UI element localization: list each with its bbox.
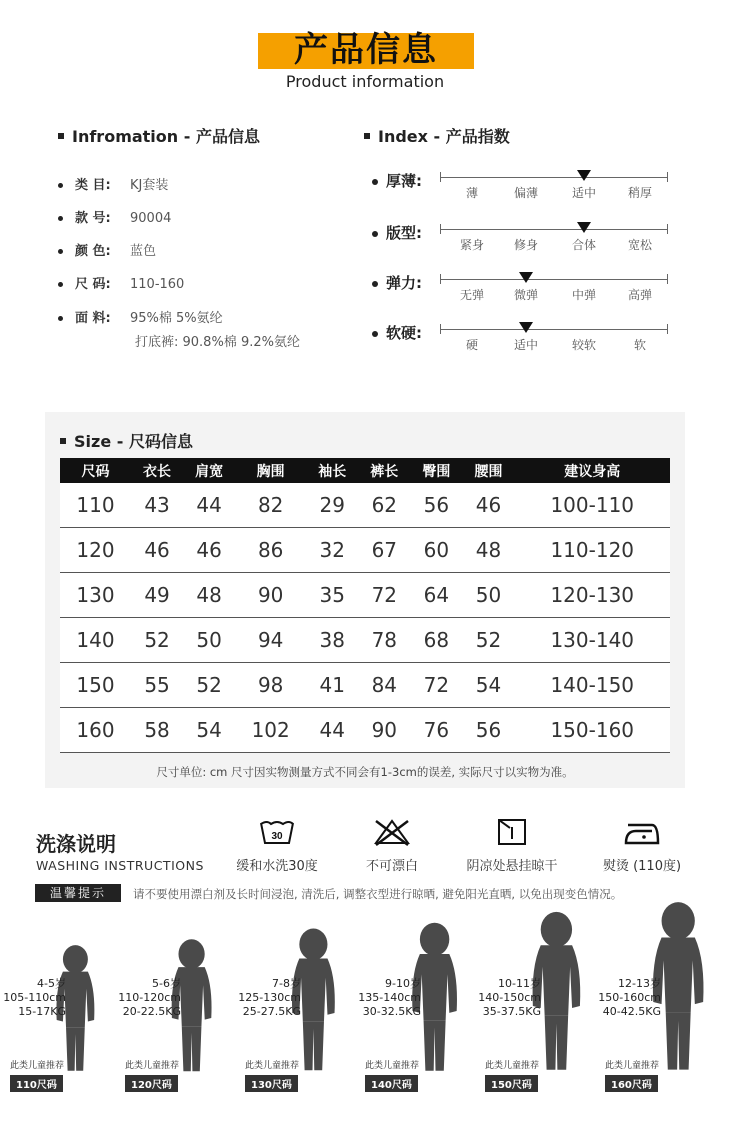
- iron-icon: [622, 817, 662, 847]
- table-cell: 86: [235, 528, 306, 573]
- kid-age: 9-10岁: [385, 977, 421, 990]
- table-cell: 84: [358, 663, 410, 708]
- bullet-icon: [58, 282, 63, 287]
- info-value: 90004: [130, 211, 172, 226]
- kid-size-badge: 130尺码: [245, 1075, 298, 1092]
- table-cell: 100-110: [515, 483, 671, 528]
- table-cell: 78: [358, 618, 410, 663]
- info-label: 尺 码:: [75, 277, 111, 292]
- index-scale-line: [440, 279, 668, 280]
- table-cell: 120: [60, 528, 131, 573]
- info-value: 95%棉 5%氨纶: [130, 311, 223, 326]
- scale-tick: [667, 172, 668, 182]
- kid-weight: 20-22.5KG: [122, 1005, 181, 1018]
- kid-age: 10-11岁: [498, 977, 541, 990]
- index-label: 版型:: [386, 224, 422, 242]
- index-option: 硬: [465, 338, 478, 352]
- size-table-header: [60, 458, 670, 483]
- table-cell: 46: [462, 483, 514, 528]
- table-cell: 48: [183, 573, 235, 618]
- table-cell: 90: [235, 573, 306, 618]
- table-cell: 32: [306, 528, 358, 573]
- table-row: [60, 618, 670, 663]
- size-heading: [60, 429, 193, 452]
- info-label: 款 号:: [75, 211, 111, 226]
- table-cell: 68: [410, 618, 462, 663]
- index-option: 中弹: [571, 288, 596, 302]
- table-row: [60, 483, 670, 528]
- bullet-icon: [372, 179, 378, 185]
- table-cell: 62: [358, 483, 410, 528]
- kid-height: 135-140cm: [358, 991, 421, 1004]
- scale-tick: [667, 274, 668, 284]
- table-row: [60, 708, 670, 753]
- table-cell: 29: [306, 483, 358, 528]
- kid-height: 150-160cm: [598, 991, 661, 1004]
- wash-label: 不可漂白: [365, 859, 418, 874]
- kid-height: 105-110cm: [3, 991, 66, 1004]
- kid-size-badge: 110尺码: [10, 1075, 63, 1092]
- table-cell: 55: [131, 663, 183, 708]
- kid-age: 12-13岁: [618, 977, 661, 990]
- wash-item-30: [232, 817, 322, 874]
- index-row: [370, 170, 670, 216]
- table-cell: 82: [235, 483, 306, 528]
- size-col-header: 袖长: [306, 458, 358, 483]
- info-value: KJ套装: [130, 178, 169, 193]
- index-marker-icon: [577, 170, 591, 181]
- table-cell: 54: [183, 708, 235, 753]
- kid-recommend-label: 此类儿童推荐: [125, 1061, 180, 1071]
- kid-recommend-label: 此类儿童推荐: [485, 1061, 540, 1071]
- table-row: [60, 528, 670, 573]
- index-marker-icon: [519, 322, 533, 333]
- kid-size-card: [115, 915, 240, 1095]
- square-bullet-icon: [364, 133, 370, 139]
- table-cell: 46: [131, 528, 183, 573]
- table-cell: 54: [462, 663, 514, 708]
- table-cell: 72: [358, 573, 410, 618]
- table-cell: 140: [60, 618, 131, 663]
- table-cell: 150: [60, 663, 131, 708]
- table-cell: 52: [462, 618, 514, 663]
- kid-weight: 25-27.5KG: [242, 1005, 301, 1018]
- index-row: [370, 222, 670, 268]
- index-scale-line: [440, 229, 668, 230]
- scale-tick: [440, 224, 441, 234]
- index-heading: [364, 124, 510, 147]
- kid-age: 4-5岁: [37, 977, 66, 990]
- index-option: 紧身: [459, 238, 484, 252]
- page-title: 产品信息: [294, 30, 438, 70]
- table-cell: 52: [131, 618, 183, 663]
- square-bullet-icon: [58, 133, 64, 139]
- hang-dry-shade-icon: [496, 817, 528, 847]
- info-label: 类 目:: [75, 178, 111, 193]
- info-label: 颜 色:: [75, 244, 111, 259]
- kid-height: 140-150cm: [478, 991, 541, 1004]
- kid-weight: 15-17KG: [18, 1005, 66, 1018]
- svg-text:30: 30: [271, 831, 283, 842]
- size-col-header: 尺码: [60, 458, 131, 483]
- table-cell: 50: [462, 573, 514, 618]
- table-cell: 130: [60, 573, 131, 618]
- info-row-color: [58, 240, 156, 259]
- kid-size-card: [355, 915, 480, 1095]
- table-cell: 35: [306, 573, 358, 618]
- table-cell: 60: [410, 528, 462, 573]
- table-cell: 50: [183, 618, 235, 663]
- scale-tick: [667, 324, 668, 334]
- size-col-header: 胸围: [235, 458, 306, 483]
- index-option: 合体: [571, 238, 596, 252]
- table-cell: 38: [306, 618, 358, 663]
- kid-size-card: [475, 915, 600, 1095]
- kid-weight: 40-42.5KG: [602, 1005, 661, 1018]
- table-cell: 64: [410, 573, 462, 618]
- info-fabric-extra: [135, 331, 300, 350]
- table-cell: 41: [306, 663, 358, 708]
- info-row-category: [58, 174, 168, 193]
- square-bullet-icon: [60, 438, 66, 444]
- index-option: 薄: [465, 186, 478, 200]
- table-row: [60, 663, 670, 708]
- tips-badge: 温馨提示: [35, 884, 121, 902]
- table-cell: 130-140: [515, 618, 671, 663]
- scale-tick: [440, 324, 441, 334]
- scale-tick: [440, 172, 441, 182]
- info-value: 110-160: [130, 277, 185, 292]
- wash-label: 缓和水洗30度: [236, 859, 318, 874]
- kid-size-badge: 160尺码: [605, 1075, 658, 1092]
- info-row-fabric: [58, 307, 223, 326]
- table-cell: 76: [410, 708, 462, 753]
- index-option: 无弹: [459, 288, 484, 302]
- kid-recommend-label: 此类儿童推荐: [605, 1061, 660, 1071]
- size-col-header: 裤长: [358, 458, 410, 483]
- info-heading-text: Infromation - 产品信息: [72, 127, 260, 146]
- kid-size-badge: 120尺码: [125, 1075, 178, 1092]
- wash-30-icon: [259, 817, 295, 847]
- index-scale-line: [440, 177, 668, 178]
- bullet-icon: [58, 216, 63, 221]
- table-cell: 98: [235, 663, 306, 708]
- no-bleach-icon: [372, 817, 412, 847]
- tips-text: 请不要使用漂白剂及长时间浸泡, 清洗后, 调整衣型进行晾晒, 避免阳光直晒, 以免出现变色情况。: [133, 887, 623, 901]
- kid-size-card: [235, 915, 360, 1095]
- info-row-style-no: [58, 207, 171, 226]
- index-option: 微弹: [513, 288, 538, 302]
- table-cell: 52: [183, 663, 235, 708]
- index-marker-icon: [577, 222, 591, 233]
- index-row: [370, 272, 670, 318]
- table-cell: 49: [131, 573, 183, 618]
- info-value: 蓝色: [130, 244, 157, 259]
- bullet-icon: [58, 316, 63, 321]
- wash-item-hang-dry: [452, 817, 572, 874]
- kid-age: 7-8岁: [272, 977, 301, 990]
- page-subtitle: Product information: [285, 72, 445, 91]
- table-cell: 67: [358, 528, 410, 573]
- kid-age: 5-6岁: [152, 977, 181, 990]
- size-col-header: 臀围: [410, 458, 462, 483]
- table-cell: 150-160: [515, 708, 671, 753]
- table-cell: 44: [306, 708, 358, 753]
- index-option: 软: [633, 338, 646, 352]
- table-cell: 44: [183, 483, 235, 528]
- wash-item-no-bleach: [347, 817, 437, 874]
- scale-tick: [440, 274, 441, 284]
- table-cell: 120-130: [515, 573, 671, 618]
- bullet-icon: [372, 231, 378, 237]
- table-cell: 58: [131, 708, 183, 753]
- index-marker-icon: [519, 272, 533, 283]
- kid-recommend-label: 此类儿童推荐: [365, 1061, 420, 1071]
- washing-subtitle: WASHING INSTRUCTIONS: [36, 858, 204, 873]
- size-col-header: 建议身高: [515, 458, 671, 483]
- washing-title: 洗涤说明: [36, 832, 116, 856]
- bullet-icon: [372, 331, 378, 337]
- kid-height: 110-120cm: [118, 991, 181, 1004]
- size-table: [60, 458, 670, 753]
- wash-label: 阴凉处悬挂晾干: [466, 859, 558, 874]
- index-option: 适中: [513, 338, 538, 352]
- scale-tick: [667, 224, 668, 234]
- table-cell: 94: [235, 618, 306, 663]
- size-col-header: 衣长: [131, 458, 183, 483]
- table-cell: 72: [410, 663, 462, 708]
- table-cell: 110-120: [515, 528, 671, 573]
- index-row: [370, 322, 670, 368]
- bullet-icon: [58, 183, 63, 188]
- kid-size-card: [0, 915, 125, 1095]
- table-cell: 56: [410, 483, 462, 528]
- size-col-header: 腰围: [462, 458, 514, 483]
- kid-size-card: [595, 915, 720, 1095]
- kid-size-badge: 140尺码: [365, 1075, 418, 1092]
- table-row: [60, 573, 670, 618]
- index-label: 厚薄:: [386, 172, 422, 190]
- kid-recommend-label: 此类儿童推荐: [245, 1061, 300, 1071]
- index-heading-text: Index - 产品指数: [378, 127, 510, 146]
- info-value: 打底裤: 90.8%棉 9.2%氨纶: [135, 335, 300, 350]
- kid-weight: 35-37.5KG: [482, 1005, 541, 1018]
- bullet-icon: [372, 281, 378, 287]
- size-note: 尺寸单位: cm 尺寸因实物测量方式不同会有1-3cm的误差, 实际尺寸以实物为准。: [156, 765, 574, 779]
- wash-label: 熨烫 (110度): [602, 859, 682, 874]
- table-cell: 110: [60, 483, 131, 528]
- kid-recommend-label: 此类儿童推荐: [10, 1061, 65, 1071]
- table-cell: 56: [462, 708, 514, 753]
- info-row-size: [58, 273, 184, 292]
- index-label: 弹力:: [386, 274, 422, 292]
- table-cell: 90: [358, 708, 410, 753]
- table-cell: 46: [183, 528, 235, 573]
- size-col-header: 肩宽: [183, 458, 235, 483]
- index-option: 稍厚: [627, 186, 652, 200]
- table-cell: 43: [131, 483, 183, 528]
- table-cell: 48: [462, 528, 514, 573]
- index-option: 修身: [513, 238, 538, 252]
- table-cell: 140-150: [515, 663, 671, 708]
- size-heading-text: Size - 尺码信息: [74, 432, 193, 451]
- index-option: 宽松: [627, 238, 652, 252]
- table-cell: 102: [235, 708, 306, 753]
- kid-weight: 30-32.5KG: [362, 1005, 421, 1018]
- table-cell: 160: [60, 708, 131, 753]
- kid-size-badge: 150尺码: [485, 1075, 538, 1092]
- wash-item-iron: [592, 817, 692, 874]
- info-heading: [58, 124, 260, 147]
- index-option: 偏薄: [513, 186, 538, 200]
- index-label: 软硬:: [386, 324, 422, 342]
- index-scale-line: [440, 329, 668, 330]
- index-option: 适中: [571, 186, 596, 200]
- kid-height: 125-130cm: [238, 991, 301, 1004]
- index-option: 较软: [571, 338, 596, 352]
- bullet-icon: [58, 249, 63, 254]
- info-label: 面 料:: [75, 311, 111, 326]
- index-option: 高弹: [627, 288, 652, 302]
